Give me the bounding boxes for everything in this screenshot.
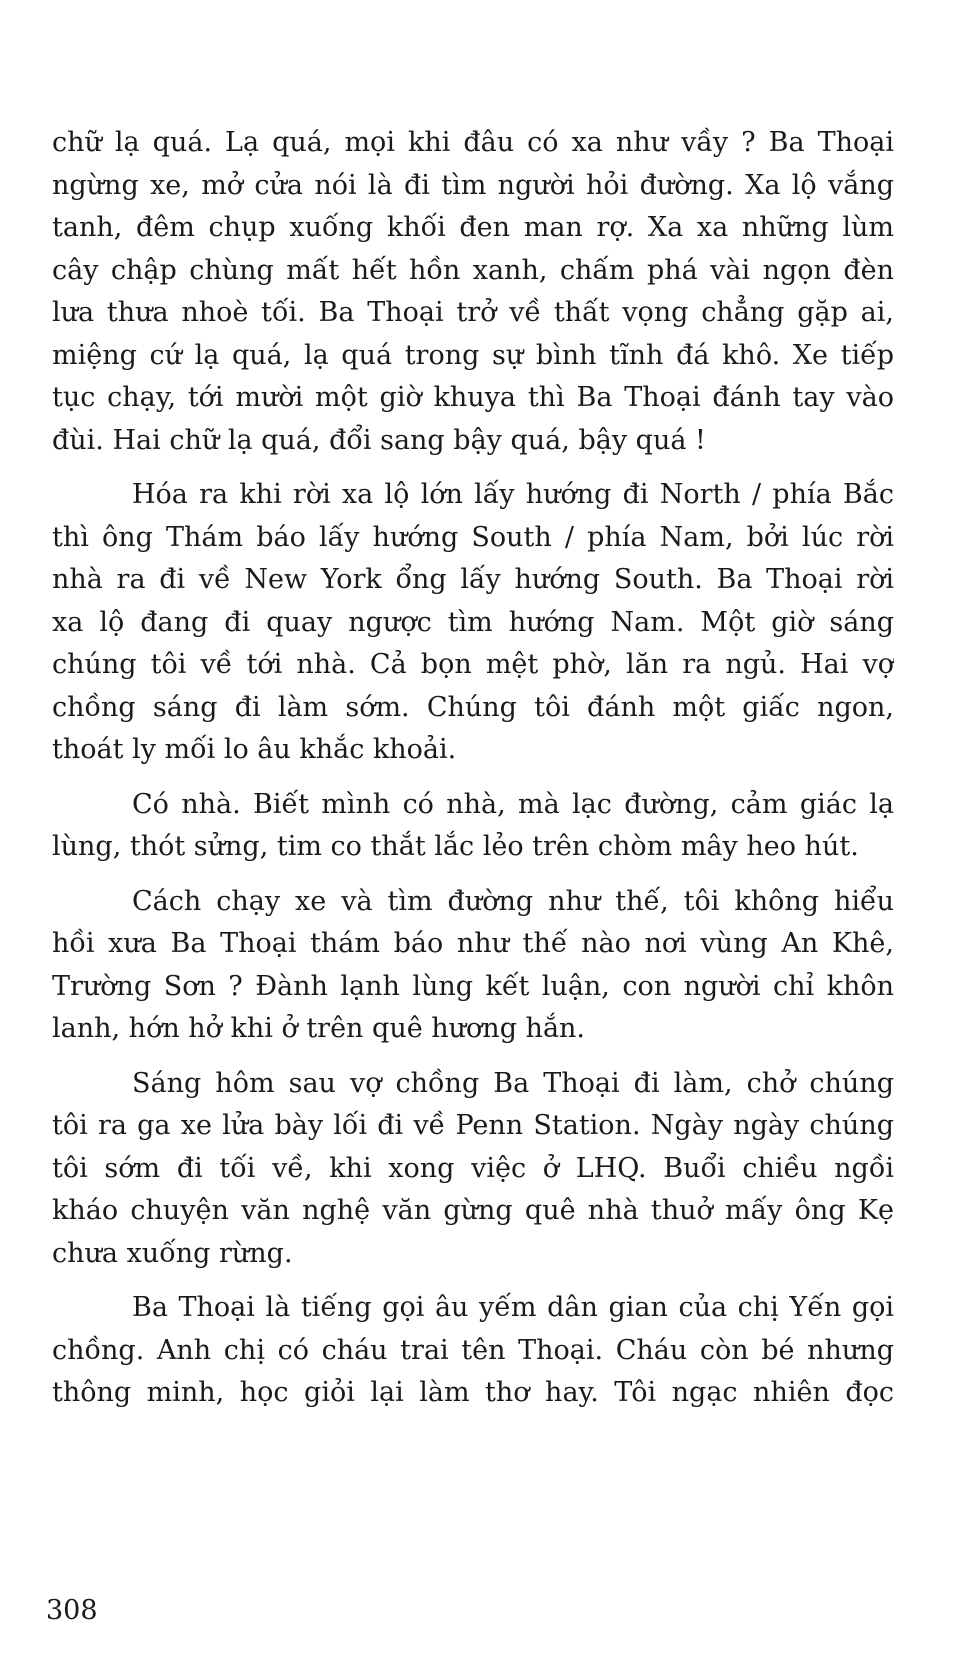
text-line: Cách chạy xe và tìm đường như thế, tôi không hiểu [132,885,894,917]
text-line: thông minh, học giỏi lại làm thơ hay. Tôi ngạc nhiên đọc [52,1377,894,1408]
paragraph [52,1287,894,1415]
text-line: chữ lạ quá. Lạ quá, mọi khi đâu có xa như vầy ? Ba Thoại [52,127,894,158]
body-text [52,122,894,1415]
text-line: thoát ly mối lo âu khắc khoải. [52,734,457,765]
paragraph [52,1063,894,1276]
text-line: xa lộ đang đi quay ngược tìm hướng Nam. Một giờ sáng [52,606,894,638]
text-line: kháo chuyện văn nghệ văn gừng quê nhà thuở mấy ông Kẹ [52,1195,894,1226]
text-line: chưa xuống rừng. [52,1237,293,1269]
paragraph [52,784,894,869]
text-line: hồi xưa Ba Thoại thám báo như thế nào nơi vùng An Khê, [52,928,894,959]
text-line: nhà ra đi về New York ổng lấy hướng South. Ba Thoại rời [52,564,894,595]
text-line: thì ông Thám báo lấy hướng South / phía Nam, bởi lúc rời [52,521,894,553]
text-line: lanh, hớn hở khi ở trên quê hương hắn. [52,1013,586,1044]
text-line: Ba Thoại là tiếng gọi âu yếm dân gian của chị Yến gọi [132,1292,894,1323]
text-line: tanh, đêm chụp xuống khối đen man rợ. Xa xa những lùm [52,212,894,243]
text-line: lùng, thót sửng, tim co thắt lắc lẻo trên chòm mây heo hút. [52,831,859,862]
text-line: Có nhà. Biết mình có nhà, mà lạc đường, cảm giác lạ [132,788,894,820]
paragraph [52,881,894,1051]
text-line: tục chạy, tới mười một giờ khuya thì Ba Thoại đánh tay vào [52,382,894,413]
text-line: tôi ra ga xe lửa bày lối đi về Penn Station. Ngày ngày chúng [52,1110,894,1141]
text-line: tôi sớm đi tối về, khi xong việc ở LHQ. Buổi chiều ngồi [52,1152,894,1184]
text-line: lưa thưa nhoè tối. Ba Thoại trở về thất vọng chẳng gặp ai, [52,297,894,328]
paragraph [52,122,894,462]
text-line: đùi. Hai chữ lạ quá, đổi sang bậy quá, bậy quá ! [52,424,706,456]
paragraph [52,474,894,772]
page-number: 308 [46,1595,98,1626]
text-line: Trường Sơn ? Đành lạnh lùng kết luận, con người chỉ khôn [52,970,894,1002]
text-line: chúng tôi về tới nhà. Cả bọn mệt phờ, lăn ra ngủ. Hai vợ [52,649,894,680]
text-line: chồng. Anh chị có cháu trai tên Thoại. Cháu còn bé nhưng [52,1334,894,1366]
text-line: cây chập chùng mất hết hồn xanh, chấm phá vài ngọn đèn [52,254,894,286]
text-line: chồng sáng đi làm sớm. Chúng tôi đánh một giấc ngon, [52,691,894,723]
text-line: Hóa ra khi rời xa lộ lớn lấy hướng đi North / phía Bắc [132,479,894,510]
text-line: ngừng xe, mở cửa nói là đi tìm người hỏi đường. Xa lộ vắng [52,169,894,201]
text-line: Sáng hôm sau vợ chồng Ba Thoại đi làm, chở chúng [132,1067,894,1099]
text-line: miệng cứ lạ quá, lạ quá trong sự bình tĩnh đá khô. Xe tiếp [52,339,894,371]
